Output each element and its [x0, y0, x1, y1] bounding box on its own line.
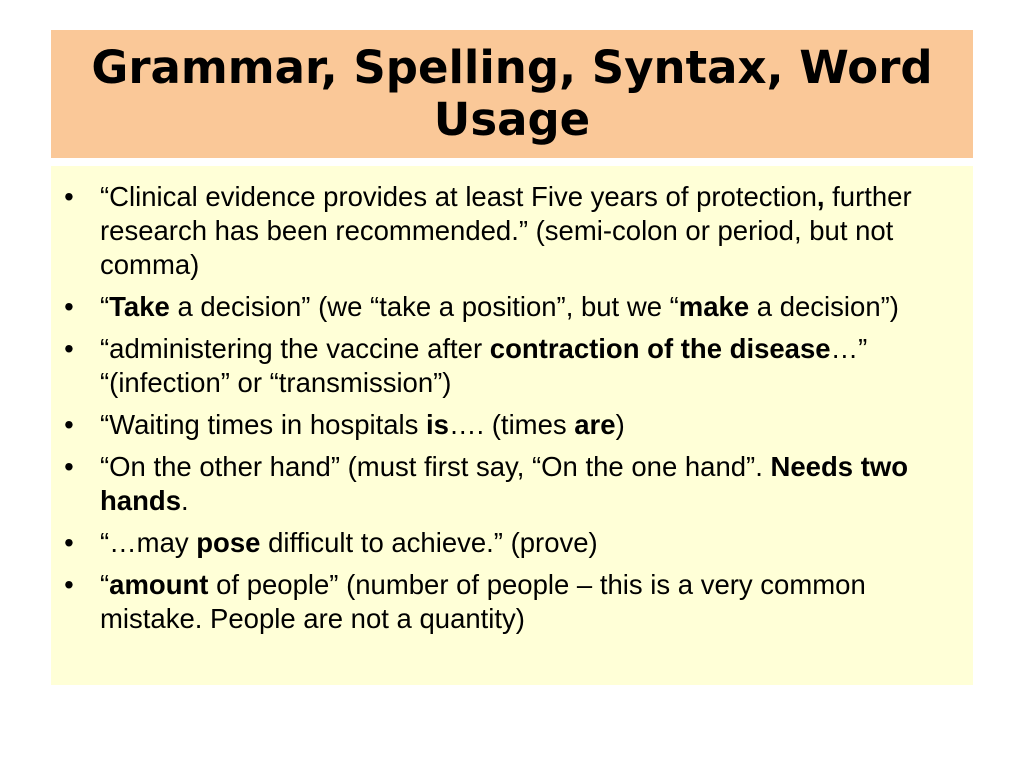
bullet-text: .: [180, 485, 189, 516]
title-banner: [51, 30, 973, 158]
bullet-text: a decision”): [749, 291, 899, 322]
bullet-text: ): [615, 409, 625, 440]
bullet-bold-text: make: [678, 291, 750, 322]
bullet-bold-text: is: [426, 409, 449, 440]
bullet-item: [59, 290, 943, 324]
bullet-text: “…may: [100, 527, 197, 558]
bullet-bold-text: Take: [109, 291, 170, 322]
content-panel: [51, 166, 973, 685]
bullet-text: a decision” (we “take a position”, but we “: [169, 291, 679, 322]
bullet-bold-text: ,: [816, 181, 825, 212]
bullet-bold-text: Needs two hands: [100, 451, 909, 516]
bullet-item: [59, 332, 943, 400]
bullet-text: “Waiting times in hospitals: [100, 409, 427, 440]
bullet-text: …. (times: [448, 409, 575, 440]
bullet-marker: •: [64, 333, 74, 364]
bullet-text: further research has been recommended.” (semi-colon or period, but not comma): [100, 181, 912, 280]
bullet-bold-text: amount: [109, 569, 209, 600]
bullet-item: [59, 568, 943, 636]
bullet-text: difficult to achieve.” (prove): [260, 527, 598, 558]
bullet-marker: •: [64, 181, 74, 212]
slide-title: Grammar, Spelling, Syntax, Word Usage: [91, 41, 933, 146]
bullet-item: [59, 526, 943, 560]
bullet-text: “: [100, 291, 110, 322]
bullet-text: “: [100, 569, 110, 600]
bullet-marker: •: [64, 291, 74, 322]
bullet-bold-text: pose: [196, 527, 261, 558]
bullet-bold-text: are: [574, 409, 616, 440]
bullet-text: “On the other hand” (must first say, “On the one hand”.: [100, 451, 771, 482]
bullet-text: …” “(infection” or “transmission”): [100, 333, 868, 398]
bullet-text: “Clinical evidence provides at least Five years of protection: [100, 181, 817, 212]
bullet-text: “administering the vaccine after: [100, 333, 490, 364]
bullet-item: [59, 450, 943, 518]
bullet-item: [59, 408, 943, 442]
bullet-list: [59, 180, 943, 636]
bullet-marker: •: [64, 409, 74, 440]
bullet-marker: •: [64, 527, 74, 558]
bullet-bold-text: contraction of the disease: [489, 333, 831, 364]
bullet-item: [59, 180, 943, 282]
bullet-text: of people” (number of people – this is a very common mistake. People are not a quantity): [100, 569, 866, 634]
bullet-marker: •: [64, 451, 74, 482]
bullet-marker: •: [64, 569, 74, 600]
